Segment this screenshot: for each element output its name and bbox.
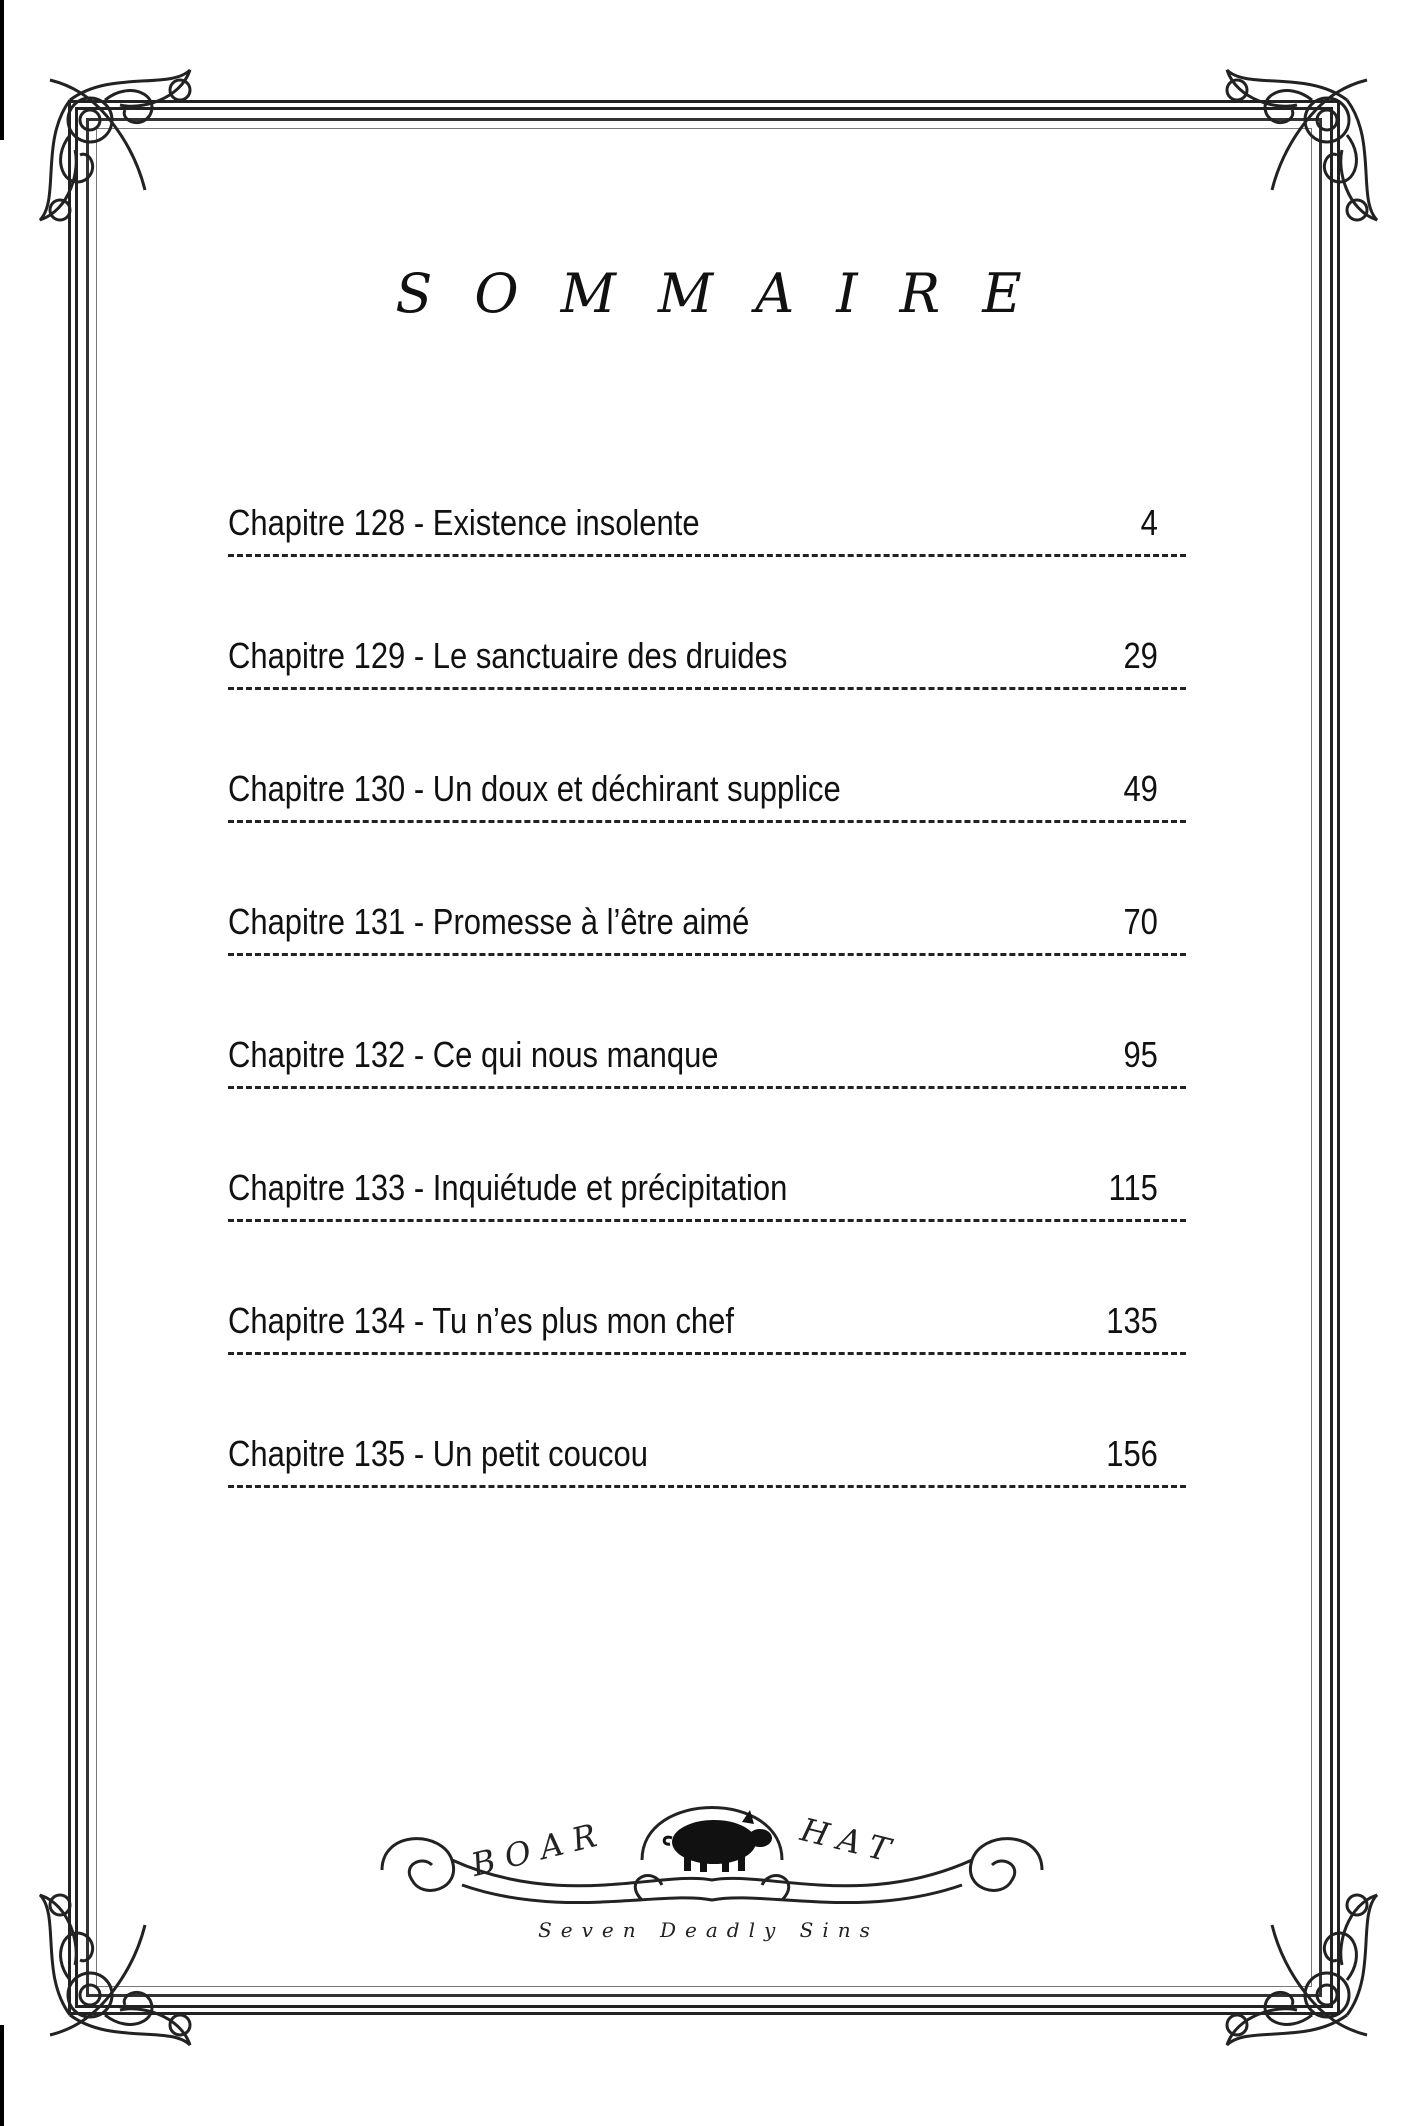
dashed-leader: [228, 687, 1186, 690]
toc-page: 115: [1108, 1167, 1158, 1208]
corner-ornament-top-left: [30, 60, 240, 270]
toc-page: 95: [1123, 1034, 1158, 1075]
toc-label: Chapitre 133 - Inquiétude et précipitation: [228, 1167, 788, 1208]
toc-page: 70: [1123, 901, 1158, 942]
toc-label: Chapitre 131 - Promesse à l’être aimé: [228, 901, 750, 942]
toc-label: Chapitre 130 - Un doux et déchirant supplice: [228, 768, 841, 809]
toc-label: Chapitre 129 - Le sanctuaire des druides: [228, 635, 788, 676]
toc-row: [228, 744, 1186, 877]
toc-row: [228, 1276, 1186, 1409]
dashed-leader: [228, 1086, 1186, 1089]
dashed-leader: [228, 1485, 1186, 1488]
dashed-leader: [228, 1352, 1186, 1355]
crop-mark-bottom: [0, 2025, 4, 2126]
dashed-leader: [228, 820, 1186, 823]
page-title: SOMMAIRE: [395, 262, 1064, 325]
toc-label: Chapitre 135 - Un petit coucou: [228, 1433, 648, 1474]
logo-word-right: HAT: [796, 1810, 904, 1872]
dashed-leader: [228, 1219, 1186, 1222]
dashed-leader: [228, 953, 1186, 956]
corner-ornament-bottom-left: [30, 1845, 240, 2055]
toc-page: 156: [1106, 1433, 1158, 1474]
toc-row: [228, 611, 1186, 744]
toc-row: [228, 478, 1186, 611]
toc-row: [228, 877, 1186, 1010]
toc-label: Chapitre 128 - Existence insolente: [228, 502, 700, 543]
table-of-contents: [228, 478, 1186, 1542]
toc-page: 49: [1123, 768, 1158, 809]
logo-subtitle: Seven Deadly Sins: [538, 1918, 879, 1942]
toc-row: [228, 1409, 1186, 1542]
toc-label: Chapitre 132 - Ce qui nous manque: [228, 1034, 719, 1075]
logo-word-left: BOAR: [467, 1813, 611, 1885]
crop-mark-top: [0, 0, 4, 140]
dashed-leader: [228, 554, 1186, 557]
toc-row: [228, 1143, 1186, 1276]
toc-page: 135: [1106, 1300, 1158, 1341]
toc-page: 4: [1140, 502, 1158, 543]
corner-ornament-top-right: [1177, 60, 1387, 270]
toc-page: 29: [1123, 635, 1158, 676]
toc-label: Chapitre 134 - Tu n’es plus mon chef: [228, 1300, 734, 1341]
toc-row: [228, 1010, 1186, 1143]
corner-ornament-bottom-right: [1177, 1845, 1387, 2055]
